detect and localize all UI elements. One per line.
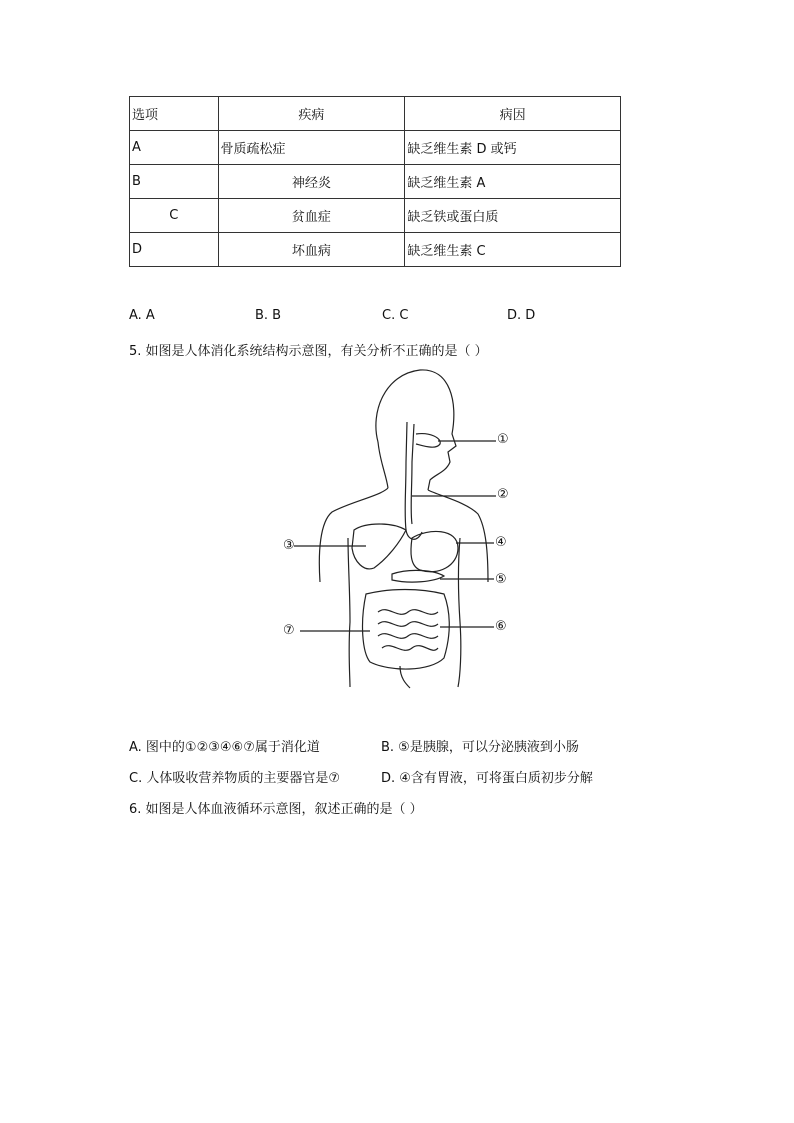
figure-label-3: ③ (283, 538, 295, 553)
figure-label-2: ② (497, 487, 509, 502)
digestive-system-figure (270, 362, 530, 692)
table-cell-disease: 贫血症 (218, 199, 405, 233)
table-header-cell: 疾病 (218, 97, 405, 131)
table-cell-disease: 骨质疏松症 (218, 131, 405, 165)
table-header-cell: 选项 (130, 97, 219, 131)
q4-option-a: A. A (129, 308, 155, 323)
figure-label-7: ⑦ (283, 623, 295, 638)
figure-label-6: ⑥ (495, 619, 507, 634)
q5-option-d: D. ④含有胃液，可将蛋白质初步分解 (381, 771, 593, 786)
table-cell-disease: 坏血病 (218, 233, 405, 267)
figure-label-5: ⑤ (495, 572, 507, 587)
disease-table (129, 96, 621, 267)
q4-option-c: C. C (382, 308, 409, 323)
table-cell-cause: 缺乏维生素 A (405, 165, 621, 199)
table-cell-cause: 缺乏维生素 D 或钙 (405, 131, 621, 165)
table-row (130, 233, 621, 267)
q5-option-b: B. ⑤是胰腺，可以分泌胰液到小肠 (381, 740, 579, 755)
table-header-row (130, 97, 621, 131)
figure-label-4: ④ (495, 535, 507, 550)
q5-stem: 5. 如图是人体消化系统结构示意图，有关分析不正确的是（ ） (129, 344, 488, 359)
q4-option-b: B. B (255, 308, 282, 323)
q6-stem: 6. 如图是人体血液循环示意图，叙述正确的是（ ） (129, 802, 423, 817)
table-row (130, 199, 621, 233)
table-cell-option: A (130, 131, 219, 165)
table-cell-disease: 神经炎 (218, 165, 405, 199)
table-cell-option: D (130, 233, 219, 267)
table-header-cell: 病因 (405, 97, 621, 131)
table-row (130, 165, 621, 199)
table-cell-option: B (130, 165, 219, 199)
table-cell-cause: 缺乏维生素 C (405, 233, 621, 267)
table-cell-cause: 缺乏铁或蛋白质 (405, 199, 621, 233)
figure-label-1: ① (497, 432, 509, 447)
table-cell-option: C (130, 199, 219, 233)
table-row (130, 131, 621, 165)
q4-option-d: D. D (507, 308, 536, 323)
q5-option-a: A. 图中的①②③④⑥⑦属于消化道 (129, 740, 320, 755)
q5-option-c: C. 人体吸收营养物质的主要器官是⑦ (129, 771, 340, 786)
